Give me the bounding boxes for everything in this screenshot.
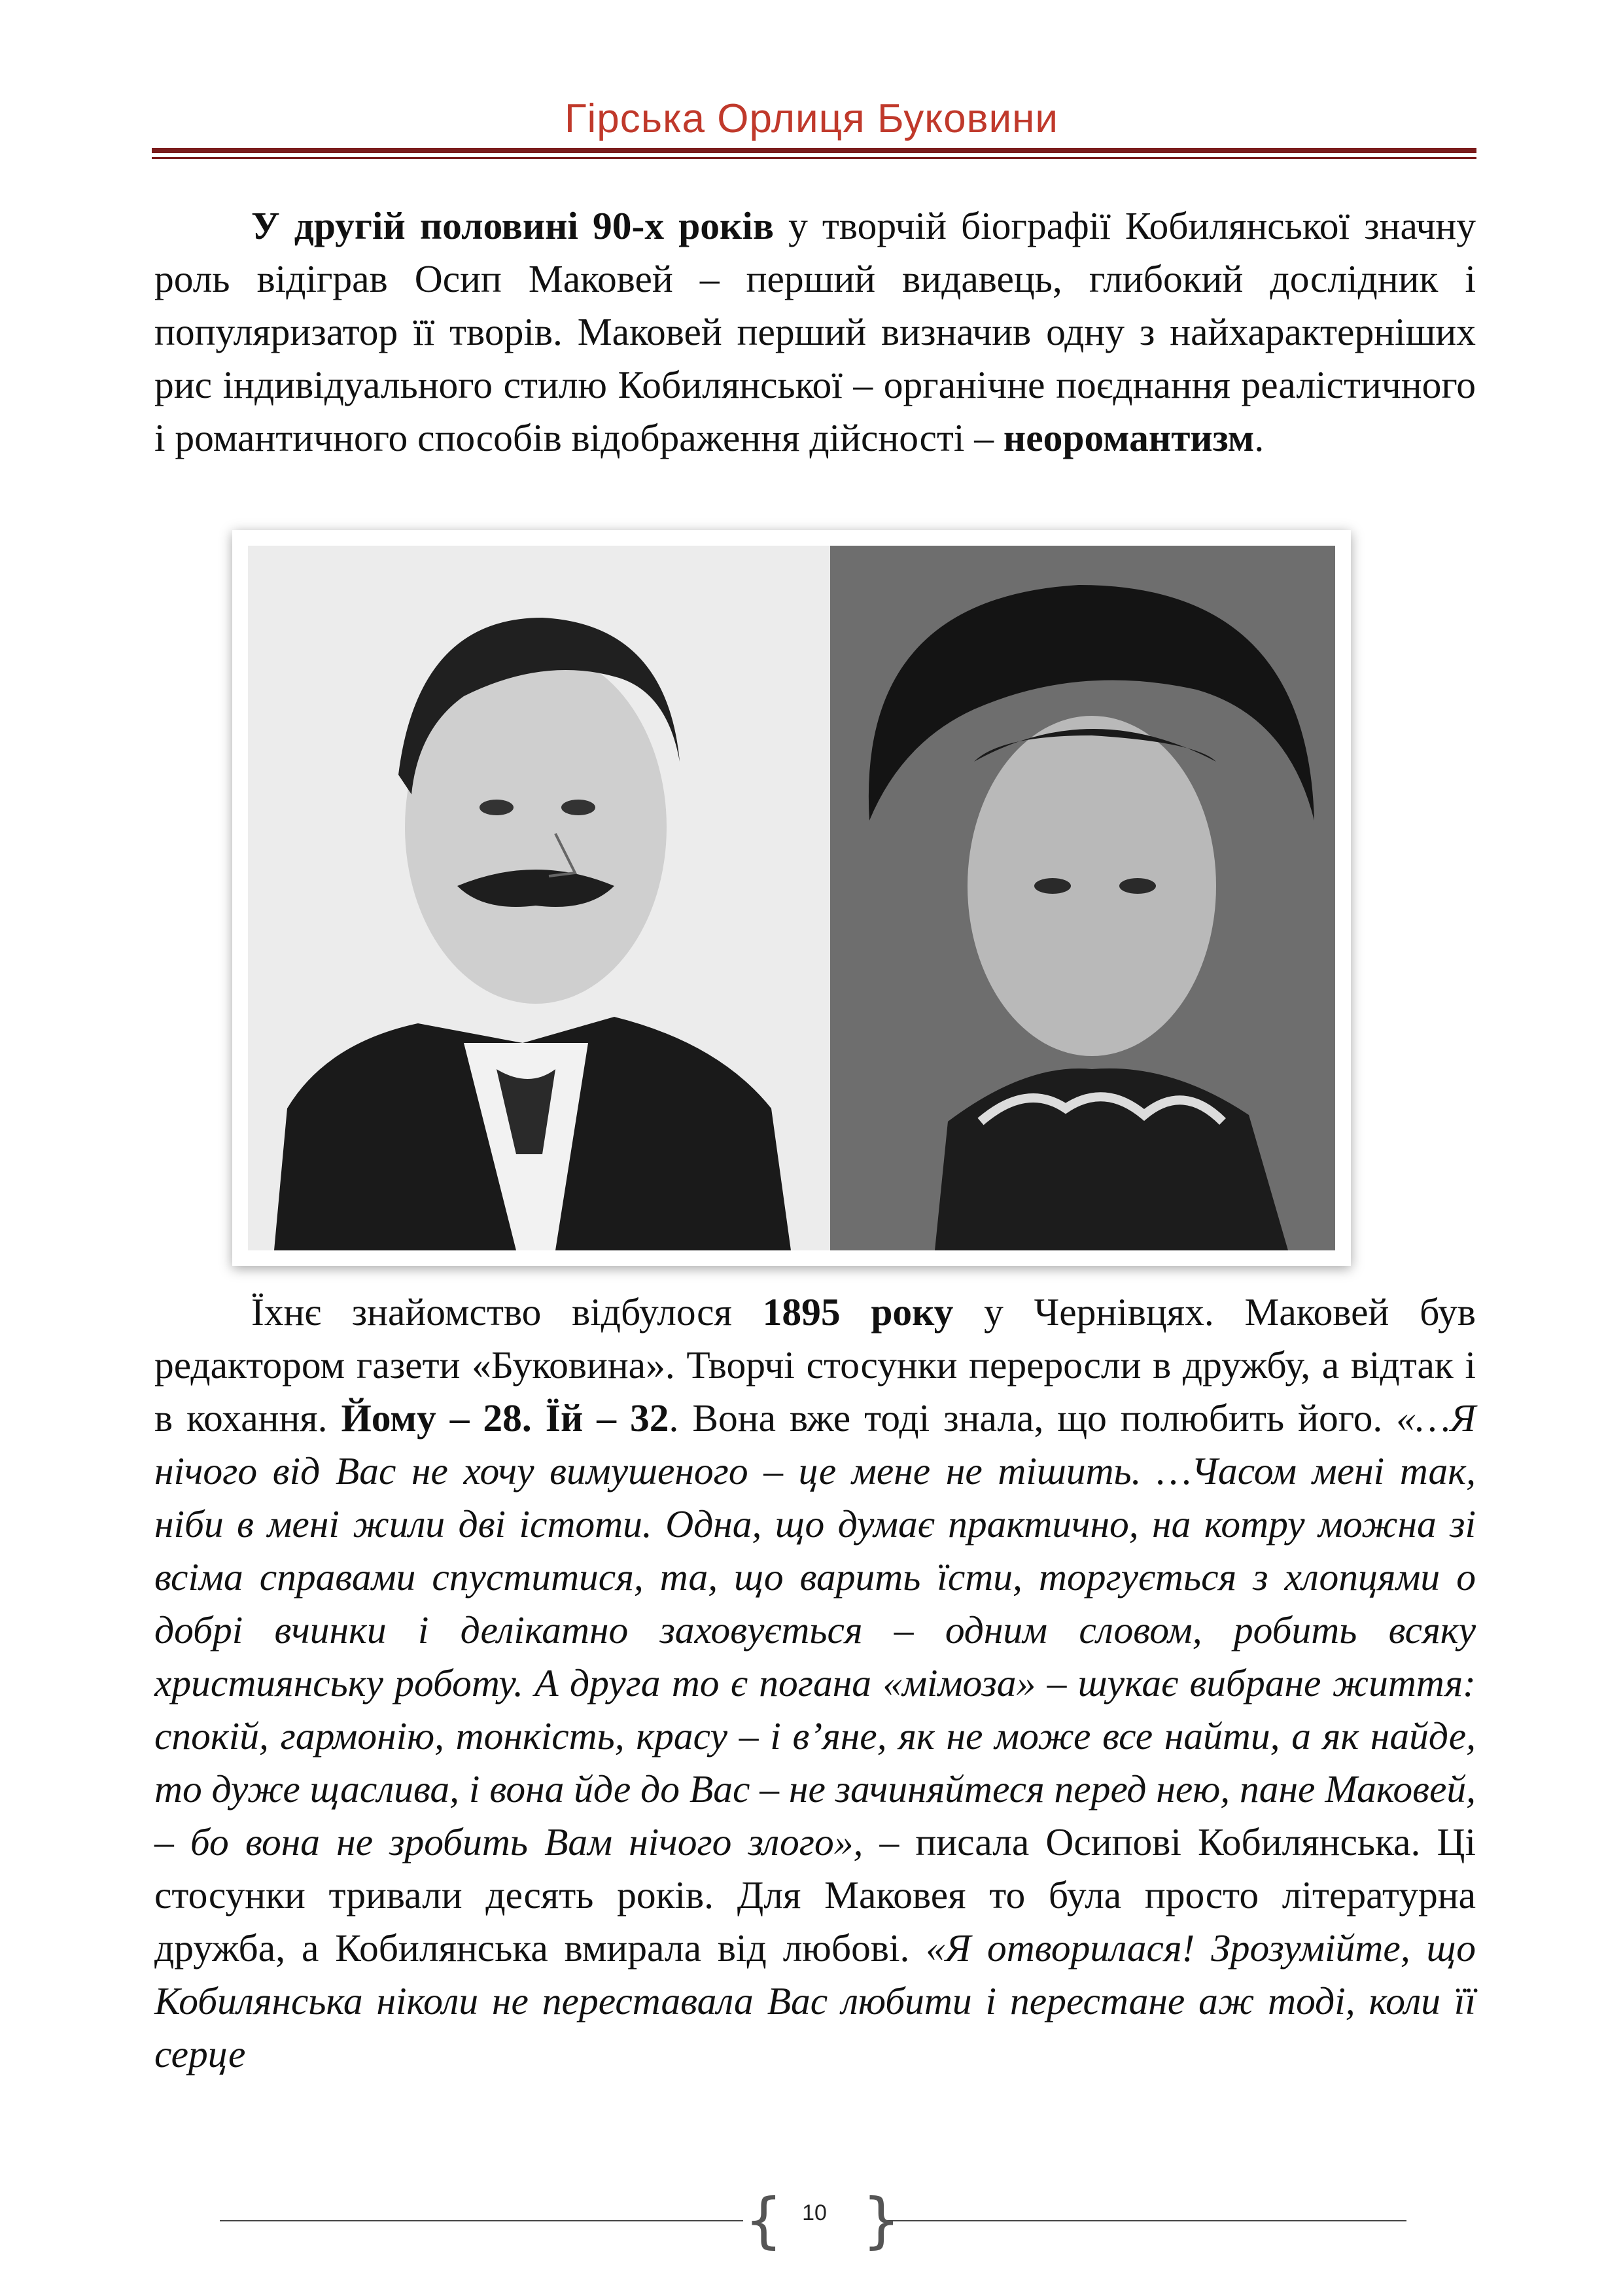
portrait-photo-frame	[232, 530, 1351, 1266]
footer-rule-left	[220, 2220, 743, 2221]
text-segment: .	[1254, 416, 1265, 459]
page-number: 10	[802, 2200, 827, 2225]
footer-rule-right	[883, 2220, 1406, 2221]
text-segment: . Вона вже тоді знала, що полюбить його.	[669, 1396, 1397, 1439]
footer-bracket-right: }	[862, 2185, 901, 2255]
quote-letter-2: «Я отворилася! Зрозумійте, що Кобилянська ніколи не переставала Вас любити і перестане аж тоді, коли її серце	[154, 1926, 1476, 2075]
paragraph-intro	[154, 200, 1476, 465]
bold-term: неоромантизм	[1003, 416, 1255, 459]
header-rule-thin	[152, 157, 1476, 159]
portrait-kobylianska-image	[830, 546, 1335, 1250]
portrait-makovei-image	[248, 546, 830, 1250]
bold-year: 1895 року	[762, 1290, 954, 1333]
footer-bracket-left: {	[744, 2185, 783, 2255]
bold-ages: Йому – 28. Їй – 32	[341, 1396, 669, 1439]
paragraph-acquaintance	[154, 1286, 1476, 2081]
running-header-title: Гірська Орлиця Буковини	[564, 96, 1059, 141]
text-segment: Їхнє знайомство відбулося	[251, 1290, 763, 1333]
text-segment: у Чернівцях. Маковей був редактором газети «Буковина». Творчі стосунки переросли в дружбу, а відтак і в кохання.	[154, 1290, 1476, 1439]
header-rule	[152, 148, 1476, 153]
text-segment: – писала Осипові Кобилянська. Ці стосунки тривали десять років. Для Маковея то була просто літературна дружба, а Кобилянська вмирала від любові.	[154, 1820, 1476, 1969]
bold-intro: У другій половині 90-х років	[251, 204, 774, 247]
quote-letter-1: «…Я нічого від Вас не хочу вимушеного – це мене не тішить. …Часом мені так, ніби в мені жили дві істоти. Одна, що думає практично, на котру можна зі всіма справами спуститися, та, що варить їсти, торгується з хлопцями о добрі вчинки і делікатно заховується – одним словом, робить всяку християнську роботу. А друга то є погана «мімоза» – шукає вибране життя: спокій, гармонію, тонкість, красу – і в’яне, як не може все найти, а як найде, то дуже щаслива, і вона йде до Вас – не зачиняйтеся перед нею, пане Маковей, – бо вона не зробить Вам нічого злого»,	[154, 1396, 1476, 1863]
text-segment: у творчій біографії Кобилянської значну роль відіграв Осип Маковей – перший видавець, глибокий дослідник і популяризатор її творів. Маковей перший визначив одну з найхарактерніших рис індивідуального стилю Кобилянської – органічне поєднання реалістичного і романтичного способів відображення дійсності –	[154, 204, 1476, 459]
